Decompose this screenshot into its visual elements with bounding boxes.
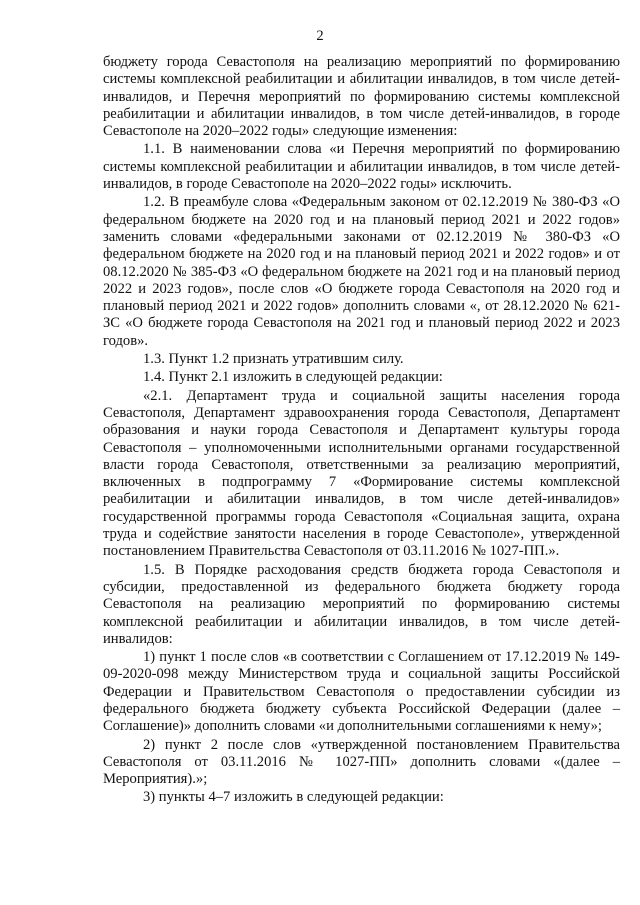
paragraph-1-4: 1.4. Пункт 2.1 изложить в следующей редакции: bbox=[143, 369, 443, 386]
list-item-1: 1) пункт 1 после слов «в соответствии с Соглашением от 17.12.2019 № 149-09-2020-098 между Министерством труда и социальной защиты Российской Федерации и Правительством Севастополя о предоставлении субсидии из федерального бюджета бюджету субъекта Российской Федерации (далее – Соглашение)» дополнить словами «и дополнительными соглашениями к нему»; bbox=[103, 649, 620, 735]
page-number: 2 bbox=[316, 28, 324, 44]
paragraph-1-3: 1.3. Пункт 1.2 признать утратившим силу. bbox=[143, 351, 404, 368]
paragraph-1-2: 1.2. В преамбуле слова «Федеральным законом от 02.12.2019 № 380-ФЗ «О федеральном бюджете на 2020 год и на плановый период 2021 и 2022 годов» заменить словами «федеральными законами от 02.12.2019 № 380-ФЗ «О федеральном бюджете на 2020 год и на плановый период 2021 и 2022 годов» и от 08.12.2020 № 385-ФЗ «О федеральном бюджете на 2021 год и на плановый период 2022 и 2023 годов», после слов «О бюджете города Севастополя на 2020 год и плановый период 2021 и 2022 годов» дополнить словами «, от 28.12.2020 № 621-ЗС «О бюджете города Севастополя на 2021 год и плановый период 2022 и 2023 годов». bbox=[103, 194, 620, 349]
paragraph-1-1: 1.1. В наименовании слова «и Перечня мероприятий по формированию системы комплексной реабилитации и абилитации инвалидов, в том числе детей-инвалидов, в городе Севастополе на 2020–2022 годы» исключить. bbox=[103, 141, 620, 193]
paragraph-1-5: 1.5. В Порядке расходования средств бюджета города Севастополя и субсидии, предоставленной из федерального бюджета бюджету города Севастополя на реализацию мероприятий по формированию системы комплексной реабилитации и абилитации инвалидов, в том числе детей-инвалидов: bbox=[103, 561, 620, 647]
paragraph-2-1-quote: «2.1. Департамент труда и социальной защиты населения города Севастополя, Департамент здравоохранения города Севастополя, Департамент образования и науки города Севастополя и Департамент культуры города Севастополя – уполномоченными исполнительными органами государственной власти города Севастополя, ответственными за реализацию мероприятий, включенных в подпрограмму 7 «Формирование системы комплексной реабилитации и абилитации инвалидов, в том числе детей-инвалидов» государственной программы города Севастополя «Социальная защита, охрана труда и содействие занятости населения в городе Севастополе», утвержденной постановлением Правительства Севастополя от 03.11.2016 № 1027-ПП.». bbox=[103, 387, 620, 560]
list-item-3: 3) пункты 4–7 изложить в следующей редакции: bbox=[143, 789, 444, 806]
paragraph-intro: бюджету города Севастополя на реализацию мероприятий по формированию системы комплексной реабилитации и абилитации инвалидов, в том числе детей-инвалидов, и Перечня мероприятий по формированию системы комплексной реабилитации и абилитации инвалидов, в том числе детей-инвалидов, в городе Севастополе на 2020–2022 годы» следующие изменения: bbox=[103, 54, 620, 140]
document-body bbox=[103, 54, 620, 808]
list-item-2: 2) пункт 2 после слов «утвержденной постановлением Правительства Севастополя от 03.11.2016 № 1027-ПП» дополнить словами «(далее – Мероприятия).»; bbox=[103, 736, 620, 788]
